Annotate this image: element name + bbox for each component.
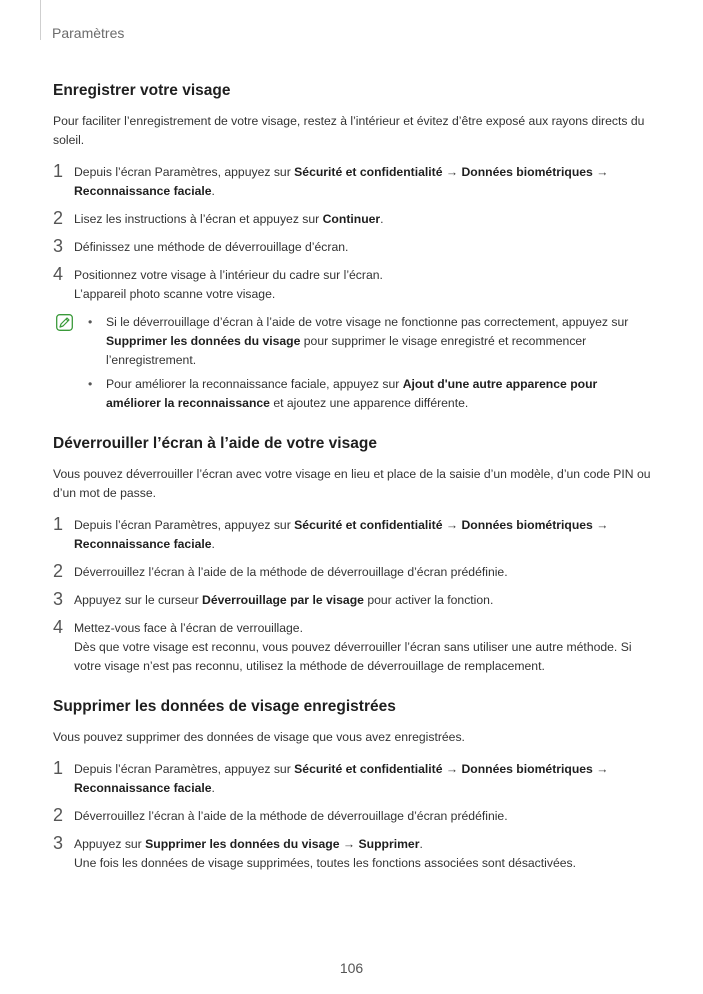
step-text: →: [592, 165, 609, 179]
step-text: Définissez une méthode de déverrouillage d’écran.: [74, 240, 349, 254]
section-intro: Vous pouvez supprimer des données de visage que vous avez enregistrées.: [53, 730, 465, 744]
step-number: 2: [53, 561, 64, 581]
step-number: 2: [53, 208, 64, 228]
step-number: 4: [53, 617, 64, 637]
note-text: Pour améliorer la reconnaissance faciale, appuyez sur: [106, 377, 403, 391]
step-item: [53, 563, 653, 582]
note-bold: Ajout d'une autre apparence pour améliorer la reconnaissance: [106, 377, 598, 410]
section-unlock-face: [53, 435, 653, 676]
step-text: →: [442, 762, 462, 776]
section-intro: Vous pouvez déverrouiller l’écran avec votre visage en lieu et place de la saisie d’un modèle, d’un code PIN ou d’un mot de passe.: [53, 467, 651, 500]
step-text: .: [419, 837, 423, 851]
step-item: [53, 835, 653, 873]
step-text: →: [339, 837, 359, 851]
section-intro: Pour faciliter l’enregistrement de votre visage, restez à l’intérieur et évitez d’être exposé aux rayons directs du soleil.: [53, 114, 645, 147]
step-number: 3: [53, 236, 64, 256]
page-number: 106: [339, 960, 364, 976]
step-text: Positionnez votre visage à l’intérieur du cadre sur l’écran.: [74, 268, 383, 282]
note-text: Si le déverrouillage d’écran à l’aide de votre visage ne fonctionne pas correctement, appuyez sur: [106, 315, 629, 329]
step-item: [53, 807, 653, 826]
section-title: Déverrouiller l’écran à l’aide de votre visage: [53, 435, 377, 452]
step-number: 1: [53, 758, 64, 778]
steps-list: [53, 516, 653, 676]
step-item: [53, 238, 653, 257]
section-register-face: [53, 82, 653, 413]
step-item: [53, 591, 653, 610]
page-header: Paramètres: [52, 25, 125, 41]
note-bold: Supprimer les données du visage: [106, 334, 301, 348]
step-bold: Déverrouillage par le visage: [202, 593, 364, 607]
step-subtext: Dès que votre visage est reconnu, vous pouvez déverrouiller l’écran sans utiliser une autre méthode. Si votre visage n’est pas reconnu, utilisez la méthode de déverrouillage de remplacement.: [74, 640, 632, 673]
step-bold: Données biométriques: [461, 762, 593, 776]
step-bold: Sécurité et confidentialité: [294, 518, 443, 532]
step-text: .: [211, 781, 215, 795]
step-item: [53, 210, 653, 229]
step-subtext: Une fois les données de visage supprimées, toutes les fonctions associées sont désactivées.: [74, 856, 577, 870]
step-text: Mettez-vous face à l’écran de verrouillage.: [74, 621, 303, 635]
step-bold: Données biométriques: [461, 518, 593, 532]
step-bold: Reconnaissance faciale: [74, 781, 212, 795]
step-bold: Reconnaissance faciale: [74, 537, 212, 551]
step-text: Depuis l’écran Paramètres, appuyez sur: [74, 165, 295, 179]
section-title: Enregistrer votre visage: [53, 82, 231, 99]
step-bold: Données biométriques: [461, 165, 593, 179]
step-text: →: [592, 518, 609, 532]
step-item: [53, 266, 653, 304]
step-text: .: [380, 212, 384, 226]
step-number: 2: [53, 805, 64, 825]
steps-list: [53, 163, 653, 304]
step-number: 1: [53, 514, 64, 534]
step-bold: Sécurité et confidentialité: [294, 165, 443, 179]
section-title: Supprimer les données de visage enregistrées: [53, 698, 396, 715]
step-item: [53, 163, 653, 201]
step-bold: Sécurité et confidentialité: [294, 762, 443, 776]
step-text: Déverrouillez l’écran à l’aide de la méthode de déverrouillage d’écran prédéfinie.: [74, 809, 508, 823]
step-text: Déverrouillez l’écran à l’aide de la méthode de déverrouillage d’écran prédéfinie.: [74, 565, 508, 579]
step-bold: Continuer: [322, 212, 381, 226]
step-bold: Supprimer: [358, 837, 420, 851]
note-text: pour supprimer le visage enregistré et recommencer l’enregistrement.: [106, 334, 587, 367]
step-text: →: [592, 762, 609, 776]
step-text: →: [442, 165, 462, 179]
bullet-icon: •: [88, 315, 93, 329]
step-bold: Reconnaissance faciale: [74, 184, 212, 198]
document-body: [53, 82, 653, 895]
note-list: [88, 313, 653, 413]
note-item: [88, 375, 653, 413]
header-rule: [40, 0, 41, 40]
step-text: Depuis l’écran Paramètres, appuyez sur: [74, 762, 295, 776]
step-text: Lisez les instructions à l’écran et appuyez sur: [74, 212, 323, 226]
step-text: .: [211, 537, 215, 551]
step-bold: Supprimer les données du visage: [145, 837, 340, 851]
note-box: [53, 313, 653, 413]
note-icon: [56, 314, 73, 331]
step-item: [53, 516, 653, 554]
step-number: 3: [53, 589, 64, 609]
step-text: Appuyez sur: [74, 837, 146, 851]
step-number: 4: [53, 264, 64, 284]
step-item: [53, 760, 653, 798]
step-text: Depuis l’écran Paramètres, appuyez sur: [74, 518, 295, 532]
note-item: [88, 313, 653, 370]
step-text: →: [442, 518, 462, 532]
section-delete-face-data: [53, 698, 653, 873]
step-text: .: [211, 184, 215, 198]
step-subtext: L’appareil photo scanne votre visage.: [74, 287, 276, 301]
note-text: et ajoutez une apparence différente.: [269, 396, 469, 410]
step-text: pour activer la fonction.: [363, 593, 494, 607]
steps-list: [53, 760, 653, 873]
step-number: 1: [53, 161, 64, 181]
step-item: [53, 619, 653, 676]
bullet-icon: •: [88, 377, 93, 391]
step-number: 3: [53, 833, 64, 853]
step-text: Appuyez sur le curseur: [74, 593, 203, 607]
